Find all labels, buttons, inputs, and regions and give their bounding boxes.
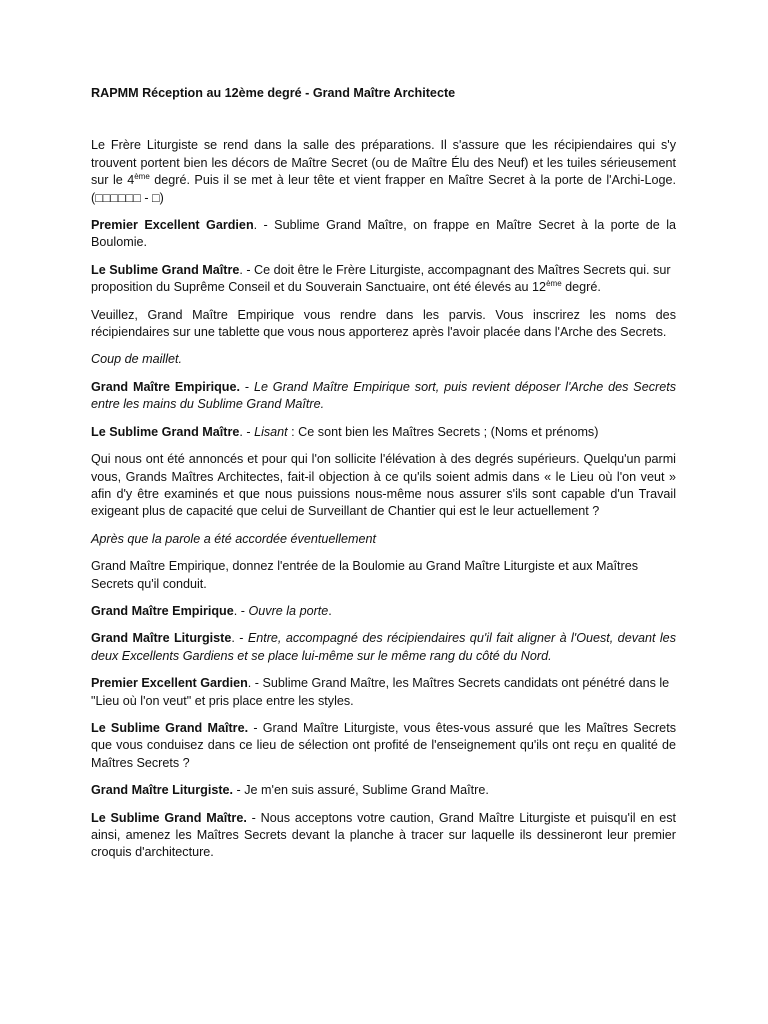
superscript: ème bbox=[546, 279, 562, 289]
document-title: RAPMM Réception au 12ème degré - Grand Maître Architecte bbox=[91, 86, 456, 100]
dialogue-text: - Nous acceptons votre caution, Grand Maître Liturgiste et puisqu'il en est ainsi, amenez les Maîtres Secrets devant la planche à tracer sur laquelle ils dessineront leur premier croquis d'architecture. bbox=[91, 810, 677, 860]
dialogue-dash: - bbox=[240, 379, 254, 394]
dialogue-text: : Ce sont bien les Maîtres Secrets ; (Noms et prénoms) bbox=[287, 424, 599, 439]
dialogue-text: . - Ce doit être le Frère Liturgiste, accompagnant des Maîtres Secrets qui. sur proposition du Suprême Conseil et du Souverain Sanctuaire, ont été élevés au 12 bbox=[91, 262, 671, 295]
dialogue-end: . bbox=[328, 603, 332, 618]
speaker-name: Grand Maître Empirique bbox=[91, 603, 234, 618]
dialogue-sublime-grand-master bbox=[91, 720, 676, 772]
speaker-name: Le Sublime Grand Maître. bbox=[91, 810, 247, 825]
paragraph-text: Le Frère Liturgiste se rend dans la salle des préparations. Il s'assure que les récipiendaires qui s'y trouvent portent bien les décors de Maître Secret (ou de Maître Élu des Neuf) et les tuiles sérieusement sur le 4 bbox=[91, 138, 676, 188]
dialogue-text: . - Sublime Grand Maître, on frappe en Maître Secret à la porte de la Boulomie. bbox=[91, 218, 676, 250]
speaker-name: Grand Maître Liturgiste. bbox=[91, 783, 234, 798]
paragraph-preparation bbox=[91, 137, 676, 207]
dialogue-dash: . - bbox=[231, 631, 248, 646]
dialogue-empirical-grand-master bbox=[91, 379, 676, 414]
stage-direction: Coup de maillet. bbox=[91, 352, 183, 367]
speaker-name: Le Sublime Grand Maître bbox=[91, 262, 240, 277]
speaker-name: Le Sublime Grand Maître. bbox=[91, 720, 249, 735]
dialogue-dash: . - bbox=[239, 424, 255, 439]
dialogue-text: . - Sublime Grand Maître, les Maîtres Secrets candidats ont pénétré dans le "Lieu où l'on veut" et pris place entre les styles. bbox=[91, 676, 670, 708]
dialogue-sublime-grand-master bbox=[91, 262, 676, 297]
speaker-name: Grand Maître Liturgiste bbox=[91, 631, 232, 646]
paragraph-text: degré. Puis il se met à leur tête et vient frapper en Maître Secret à la porte de l'Archi-Loge. (□□□□□□ - □) bbox=[91, 173, 676, 205]
dialogue-sublime-grand-master bbox=[91, 810, 676, 862]
speaker-name: Premier Excellent Gardien bbox=[91, 676, 248, 691]
stage-direction: Ouvre la porte bbox=[248, 603, 329, 618]
stage-direction: Entre, accompagné des récipiendaires qu'il fait aligner à l'Ouest, devant les deux Excellents Gardiens et se place lui-même sur le même rang du côté du Nord. bbox=[91, 631, 676, 663]
dialogue-liturgist bbox=[91, 782, 676, 799]
paragraph-instruction: Veuillez, Grand Maître Empirique vous rendre dans les parvis. Vous inscrirez les noms des récipiendaires sur une tablette que vous nous apporterez après l'avoir placée dans l'Arche des Secrets. bbox=[91, 307, 676, 340]
speaker-name: Grand Maître Empirique. bbox=[91, 379, 240, 394]
paragraph-objection: Qui nous ont été annoncés et pour qui l'on sollicite l'élévation à des degrés supérieurs. Quelqu'un parmi vous, Grands Maîtres Architectes, fait-il objection à ce qu'ils soient admis dans « le Lieu où l'on veut » afin d'y être examinés et que nous puissions nous-même nous assurer s'ils sont capable d'un Travail exigeant plus de capacité que celui de Surveillant de Chantier qui est le leur actuellement ? bbox=[91, 452, 676, 519]
dialogue-text: degré. bbox=[561, 280, 601, 295]
speaker-name: Premier Excellent Gardien bbox=[91, 218, 254, 233]
dialogue-empirical-grand-master bbox=[91, 603, 676, 620]
dialogue-first-guardian bbox=[91, 217, 676, 252]
paragraph-entrance: Grand Maître Empirique, donnez l'entrée de la Boulomie au Grand Maître Liturgiste et aux Maîtres Secrets qu'il conduit. bbox=[91, 559, 639, 591]
dialogue-text: - Grand Maître Liturgiste, vous êtes-vous assuré que les Maîtres Secrets que vous conduisez dans ce lieu de sélection ont profité de l'enseignement qu'ils ont reçu en qualité de Maîtres Secrets ? bbox=[91, 720, 676, 770]
dialogue-first-guardian bbox=[91, 675, 676, 710]
superscript: ème bbox=[134, 172, 150, 182]
stage-direction: Après que la parole a été accordée éventuellement bbox=[91, 531, 376, 546]
document-page bbox=[91, 85, 676, 872]
speaker-name: Le Sublime Grand Maître bbox=[91, 424, 240, 439]
stage-direction: Le Grand Maître Empirique sort, puis revient déposer l'Arche des Secrets entre les mains du Sublime Grand Maître. bbox=[91, 379, 676, 412]
dialogue-dash: . - bbox=[233, 603, 249, 618]
dialogue-sublime-grand-master bbox=[91, 424, 676, 441]
dialogue-liturgist bbox=[91, 630, 676, 665]
stage-direction: Lisant bbox=[254, 424, 288, 439]
dialogue-text: - Je m'en suis assuré, Sublime Grand Maître. bbox=[233, 783, 489, 798]
